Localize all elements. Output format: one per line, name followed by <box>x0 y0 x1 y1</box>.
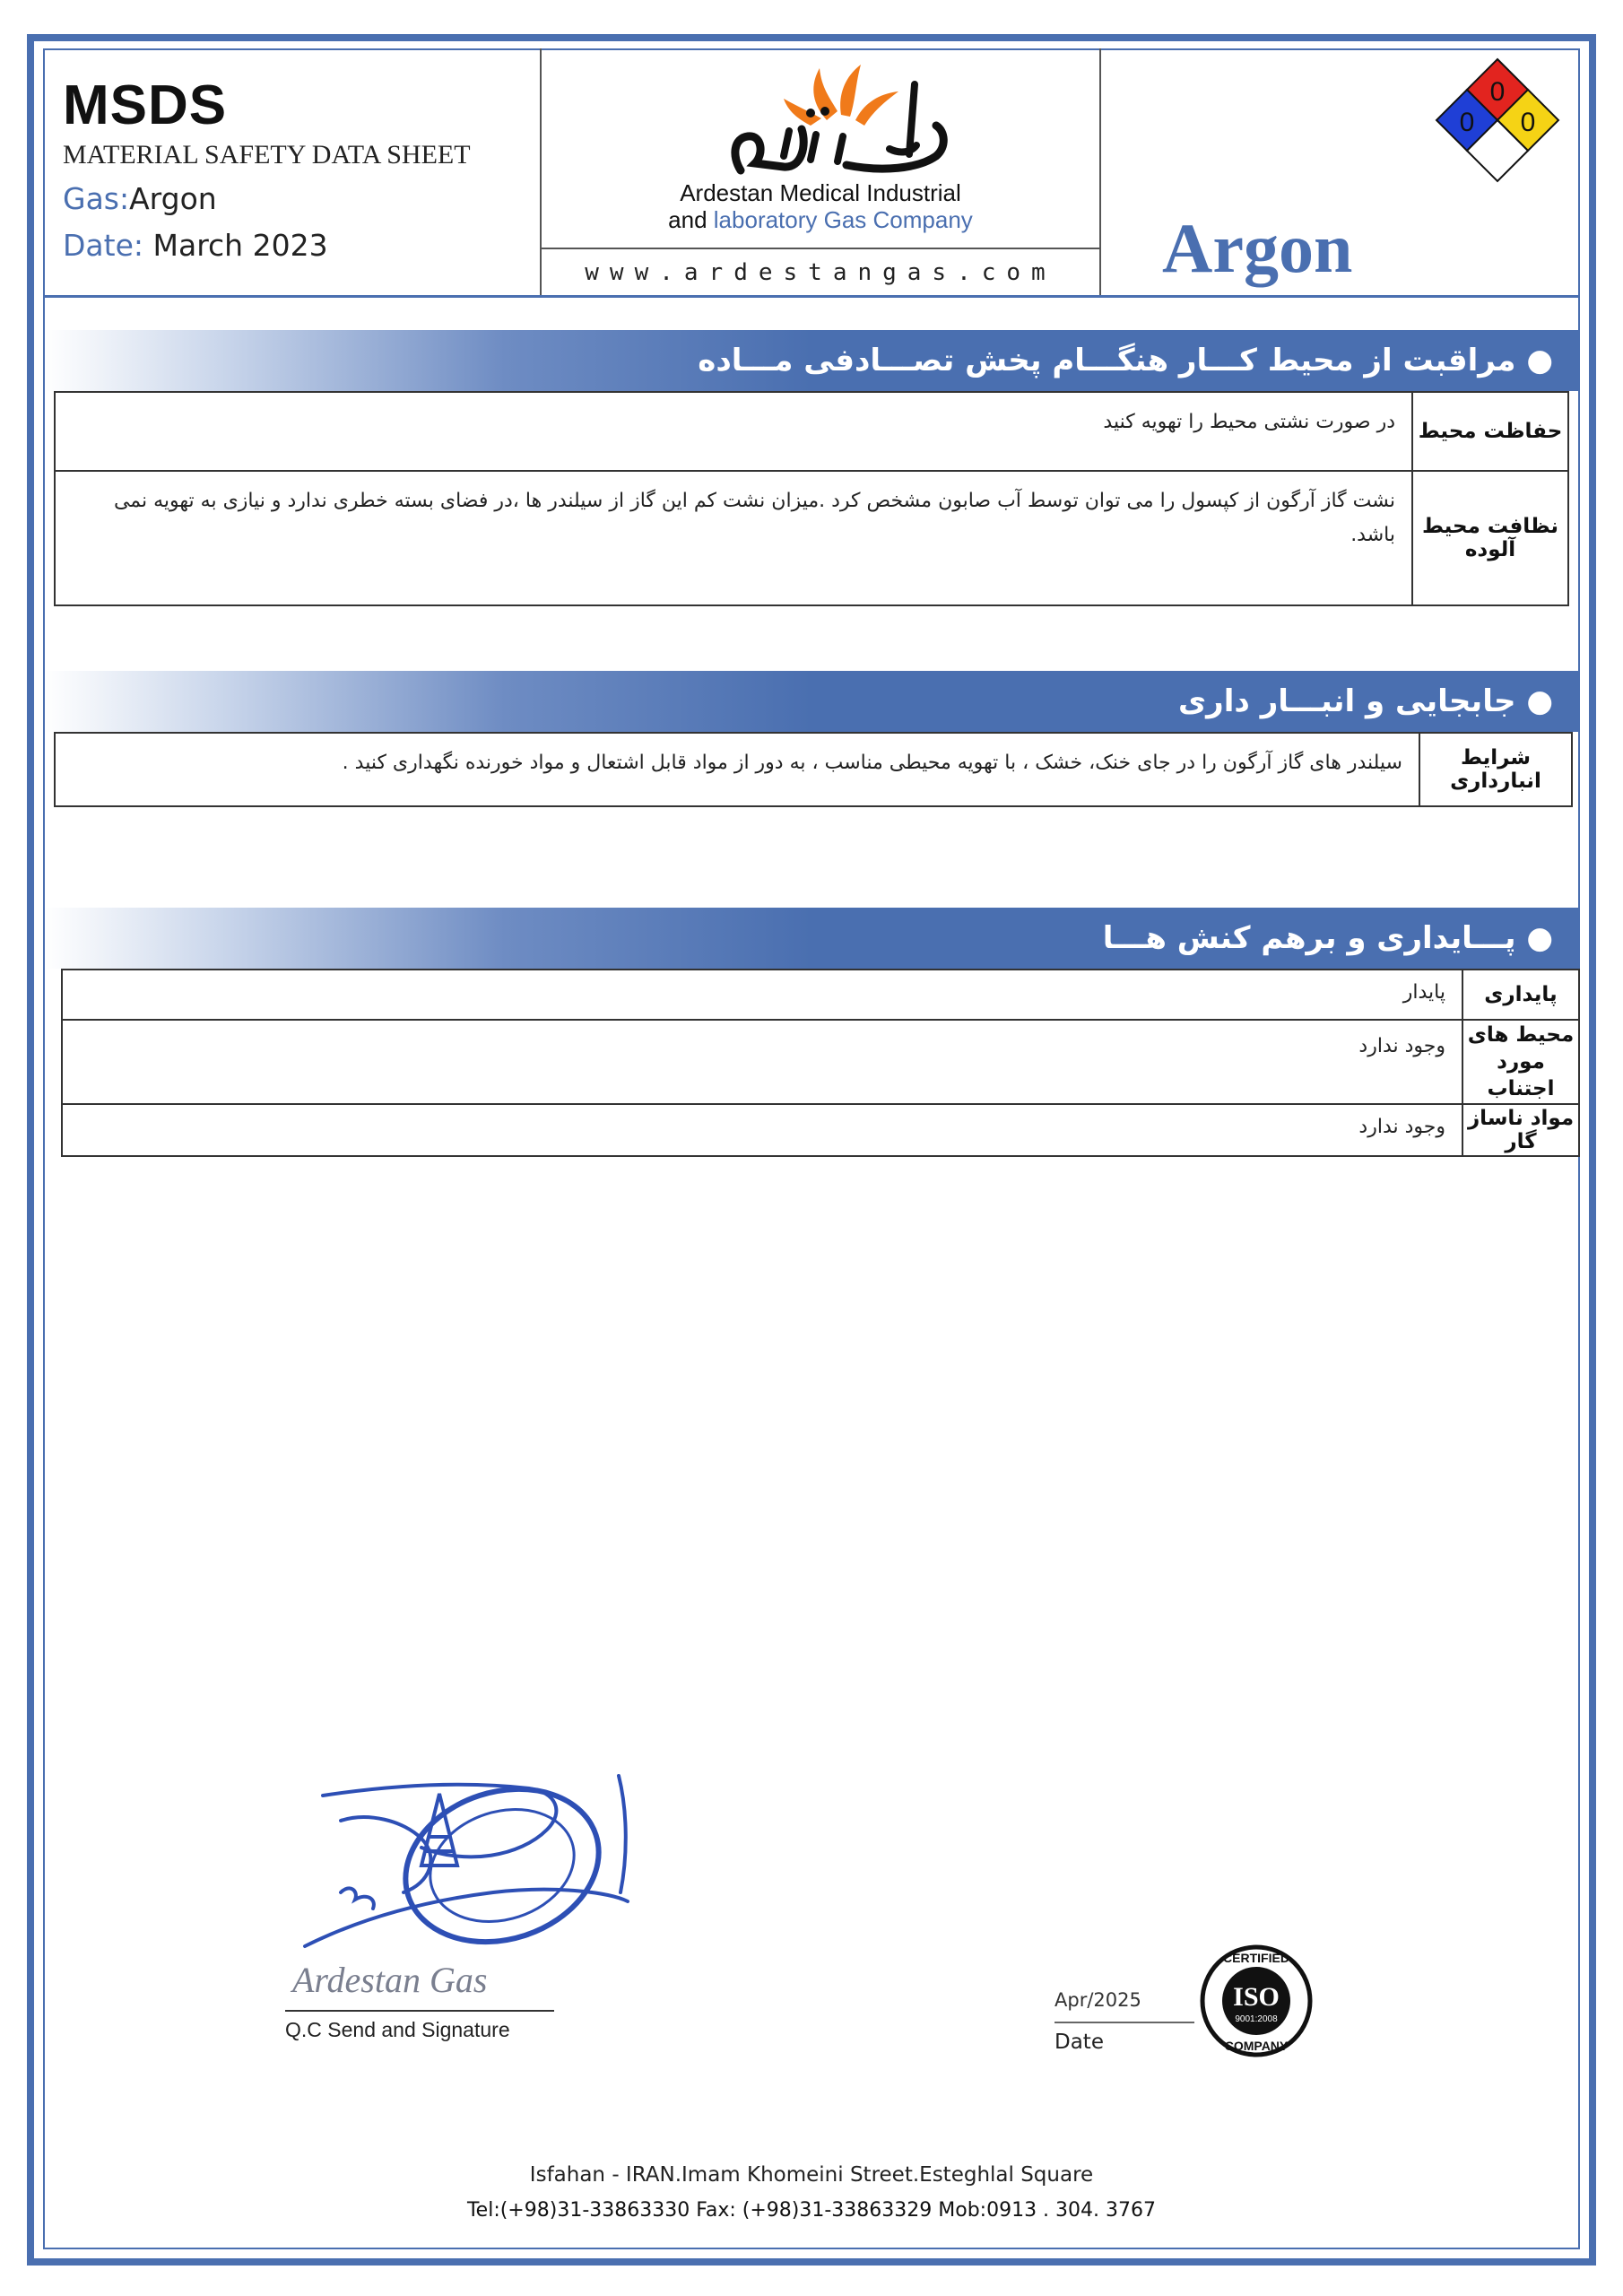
row-value: پایدار <box>62 970 1462 1020</box>
section-banner <box>45 671 1578 732</box>
section-banner <box>45 908 1578 969</box>
row-label: حفاظت محیط <box>1412 392 1568 471</box>
nfpa-instability: 0 <box>1520 108 1536 137</box>
company-name-line2 <box>542 206 1099 234</box>
nfpa-diamond-icon <box>1435 57 1560 183</box>
section-table <box>61 969 1580 1157</box>
section-table <box>54 391 1569 606</box>
doc-title: MSDS <box>63 74 228 136</box>
row-value: نشت گاز آرگون از کپسول را می توان توسط آب صابون مشخص کرد .میزان نشت کم این گاز از سیلندر ها ،در فضای بسته خطری ندارد و نیازی به تهویه نمی باشد. <box>55 471 1412 605</box>
row-value: وجود ندارد <box>62 1020 1462 1104</box>
section-title: ● مراقبت از محیط کـــار هنگـــام پخش تصـــادفی مـــاده <box>698 343 1553 378</box>
row-label: محیط های مورد اجتناب <box>1462 1020 1579 1104</box>
header-divider <box>1099 48 1101 295</box>
date-value: March 2023 <box>152 228 328 263</box>
website-link[interactable]: www.ardestangas.com <box>542 248 1099 297</box>
date-line <box>1055 2022 1194 2023</box>
company-logo <box>542 48 1099 246</box>
signature-label: Q.C Send and Signature <box>285 2018 510 2041</box>
company-phones: Tel:(+98)31-33863330 Fax: (+98)31-33863329 Mob:0913 . 304. 3767 <box>466 2199 1157 2222</box>
section-title: ● پـــایداری و برهم کنش هـــا <box>1102 920 1553 956</box>
issue-date-label: Date <box>1055 2031 1104 2054</box>
section-title: ● جابجایی و انبـــار داری <box>1178 683 1553 719</box>
table-row <box>55 392 1568 471</box>
date-field <box>63 228 328 263</box>
nfpa-health: 0 <box>1459 108 1475 137</box>
iso-mid-text: ISO <box>1233 1982 1280 2012</box>
row-label: مواد ناساز گار <box>1462 1104 1579 1156</box>
company-name-lab: laboratory Gas Company <box>713 206 973 233</box>
company-address: Isfahan - IRAN.Imam Khomeini Street.Esteghlal Square <box>529 2163 1094 2187</box>
nfpa-flammability: 0 <box>1489 77 1506 107</box>
row-label: شرایط انبارداری <box>1419 733 1572 806</box>
row-value: وجود ندارد <box>62 1104 1462 1156</box>
document-header <box>43 48 1580 298</box>
issue-date-value: Apr/2025 <box>1055 1989 1141 2011</box>
logo-mark-icon <box>542 48 1099 178</box>
gas-field <box>63 181 217 216</box>
company-name-line1: Ardestan Medical Industrial <box>680 179 961 206</box>
company-name-and: and <box>668 206 714 233</box>
gas-name-heading: Argon <box>1162 209 1353 287</box>
signature-brand: Ardestan Gas <box>292 1960 488 2000</box>
qc-stamp-signature-icon <box>287 1758 664 1964</box>
table-row <box>55 733 1572 806</box>
iso-num-text: 9001:2008 <box>1235 2014 1278 2024</box>
row-label: نظافت محیط آلوده <box>1412 471 1568 605</box>
table-row <box>62 970 1579 1020</box>
iso-top-text: CERTIFIED <box>1223 1951 1289 1965</box>
iso-certified-badge-icon <box>1198 1943 1315 2059</box>
section-table <box>54 732 1573 807</box>
section-banner <box>45 330 1578 391</box>
row-value: در صورت نشتی محیط را تهویه کنید <box>55 392 1412 471</box>
gas-value: Argon <box>129 181 217 216</box>
row-value: سیلندر های گاز آرگون را در جای خنک، خشک ، با تهویه محیطی مناسب ، به دور از مواد قابل اشتعال و مواد خورنده نگهداری کنید . <box>55 733 1419 806</box>
table-row <box>62 1104 1579 1156</box>
doc-subtitle: MATERIAL SAFETY DATA SHEET <box>63 140 471 170</box>
row-label: پایداری <box>1462 970 1579 1020</box>
date-label: Date: <box>63 228 143 263</box>
table-row <box>62 1020 1579 1104</box>
gas-label: Gas: <box>63 181 130 216</box>
iso-bottom-text: COMPANY <box>1224 2039 1289 2053</box>
signature-line <box>285 2010 554 2012</box>
table-row <box>55 471 1568 605</box>
